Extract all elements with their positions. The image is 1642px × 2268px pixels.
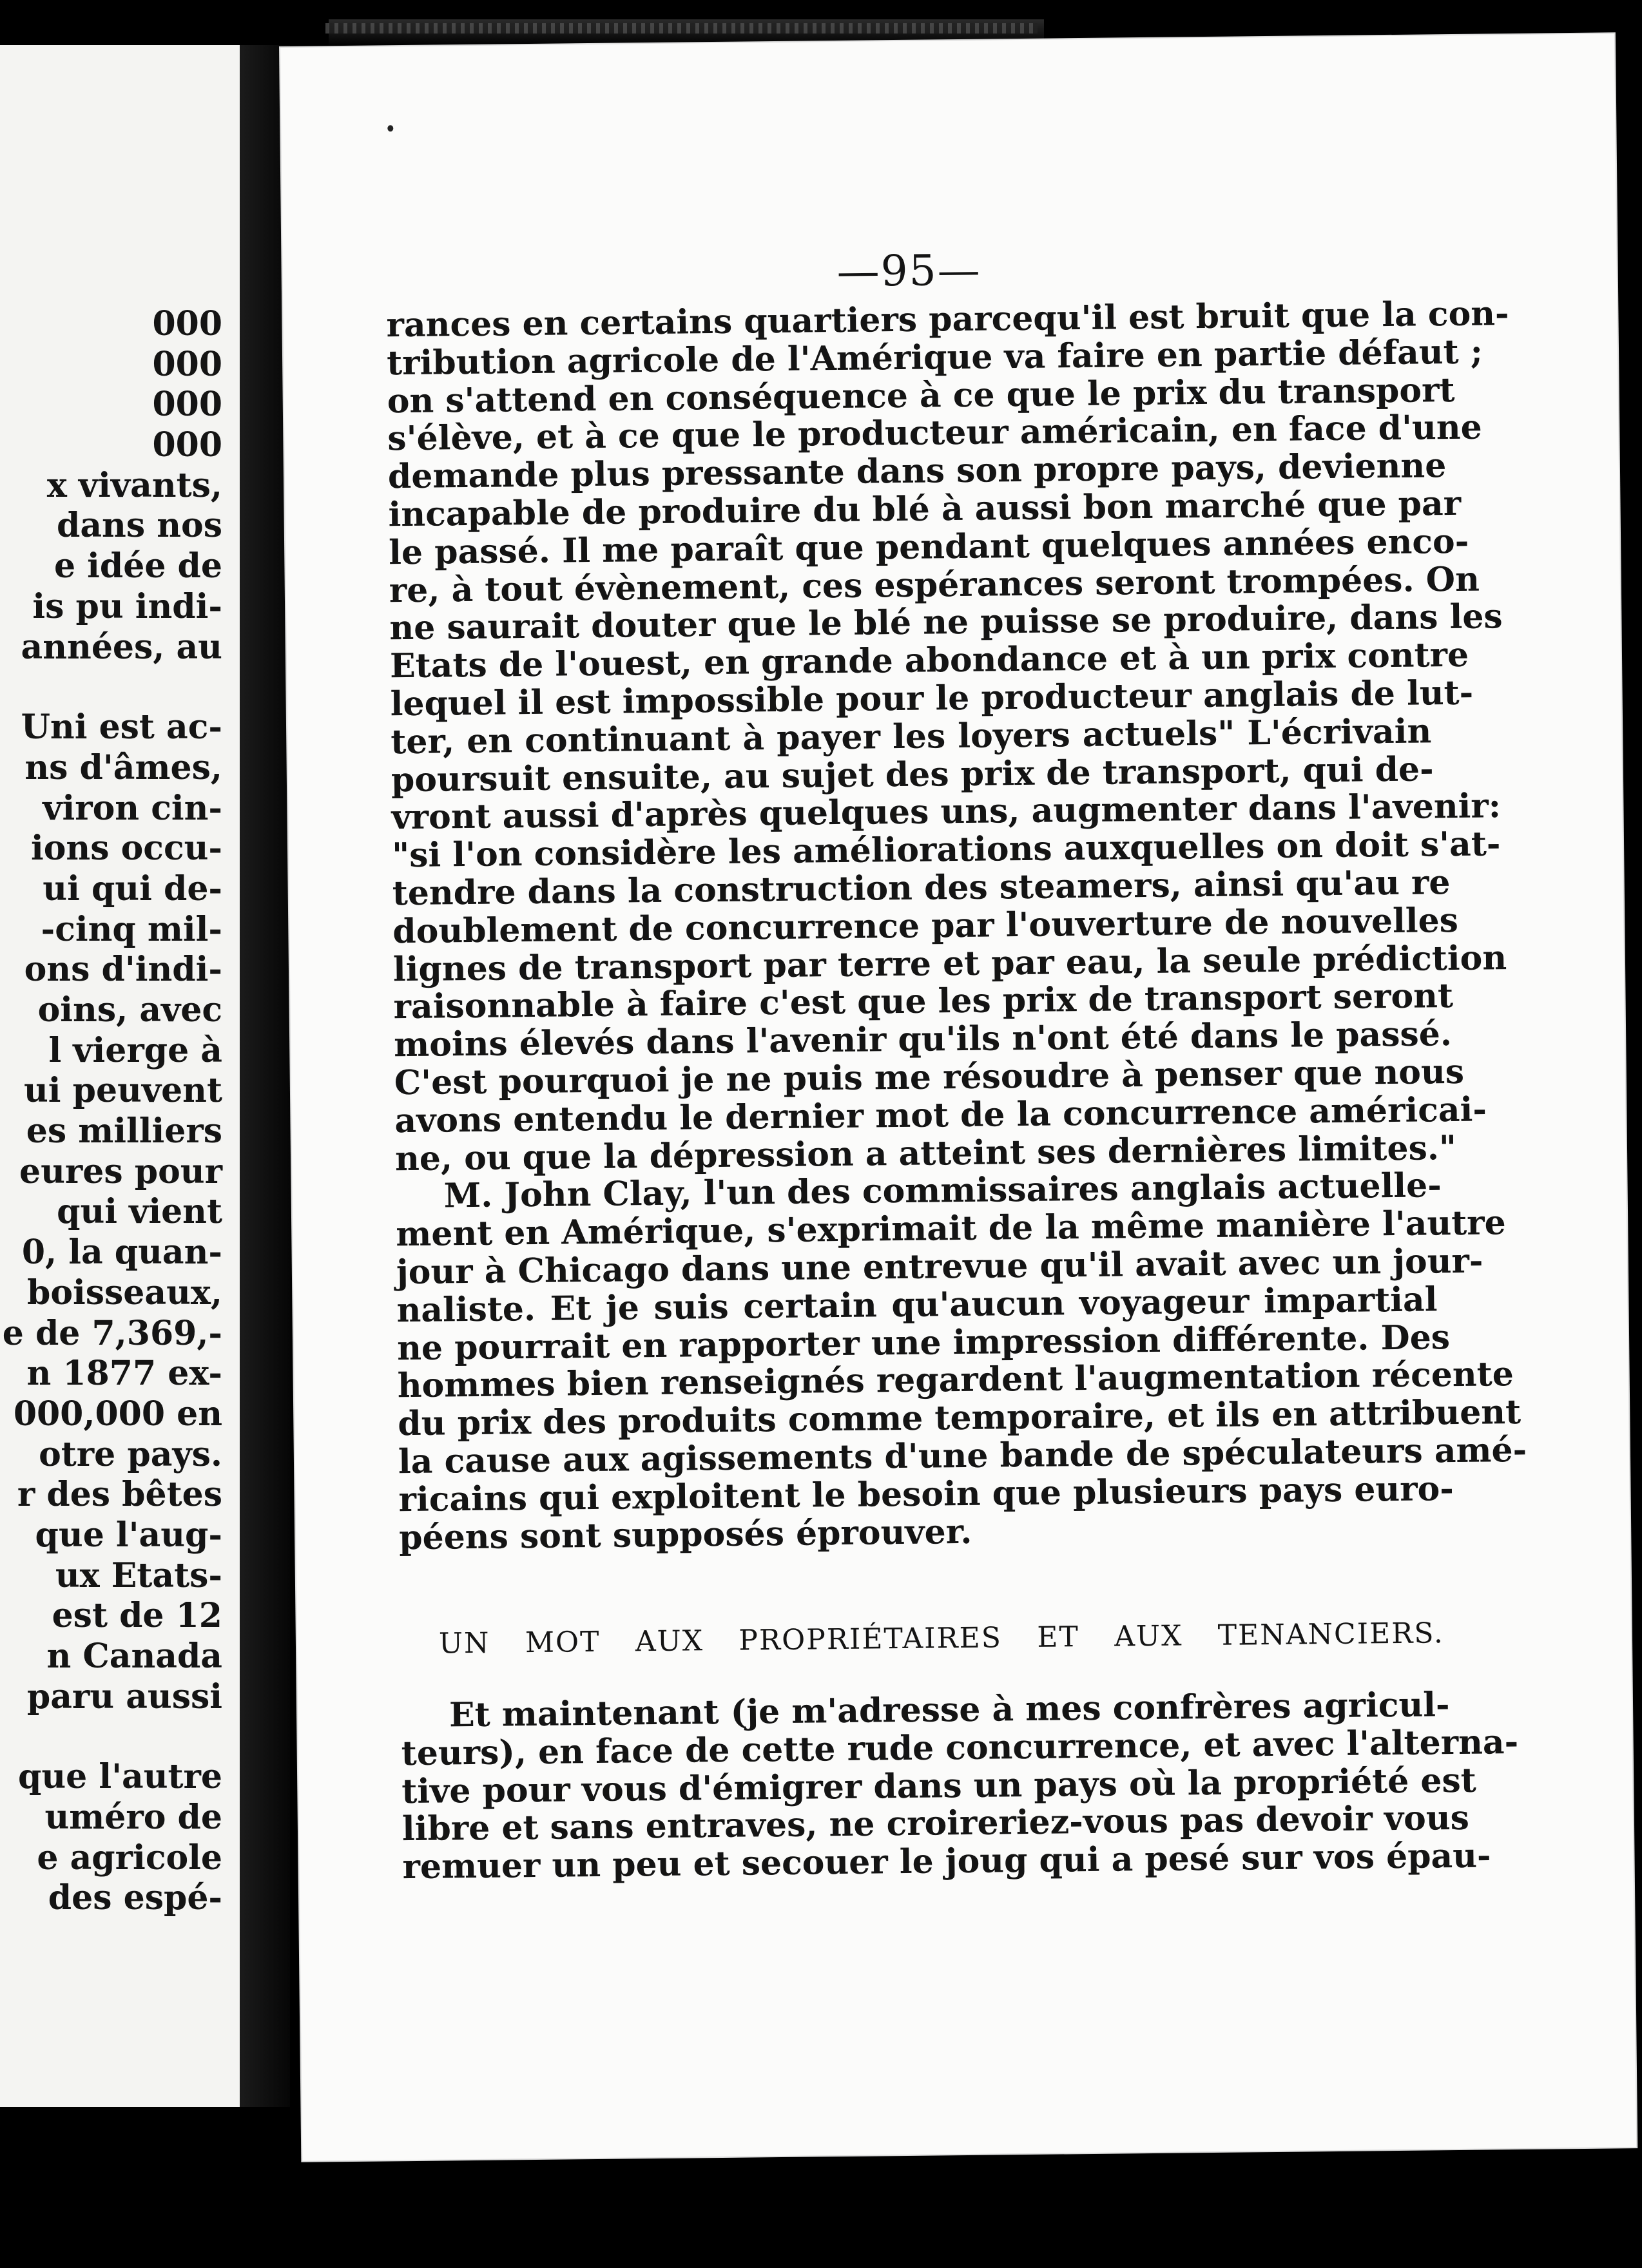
left-page-line: e idée de — [53, 546, 222, 586]
left-page-line: ions occu- — [30, 829, 222, 869]
left-page-line: r des bêtes — [17, 1475, 222, 1515]
text-line: moins élevés dans l'avenir qu'ils n'ont été dans le passé. — [393, 1014, 1453, 1065]
left-page-line: qui vient — [57, 1192, 222, 1232]
text-line: demande plus pressante dans son propre pays, devienne — [387, 446, 1447, 497]
text-line: teurs), en face de cette rude concurrence, et avec l'alterna- — [401, 1722, 1519, 1773]
scan-binding-strip — [325, 23, 1038, 34]
text-line: ter, en continuant à payer les loyers actuels" L'écrivain — [390, 711, 1432, 762]
text-line: re, à tout évènement, ces espérances seront trompées. On — [389, 559, 1480, 610]
left-page-line: 000 — [152, 425, 222, 465]
left-page-line: ons d'indi- — [24, 950, 222, 990]
section-heading: UN MOT AUX PROPRIÉTAIRES ET AUX TENANCIERS. — [438, 1617, 1445, 1660]
text-line: ne pourrait en rapporter une impression différente. Des — [396, 1317, 1451, 1368]
text-line: libre et sans entraves, ne croireriez-vous pas devoir vous — [401, 1798, 1470, 1849]
left-page-line: ns d'âmes, — [24, 747, 222, 787]
text-line: ne, ou que la dépression a atteint ses dernières limites." — [394, 1128, 1457, 1178]
left-page-line: 000 — [152, 385, 222, 425]
left-page-line — [0, 668, 222, 707]
text-line: "si l'on considère les améliorations auxquelles on doit s'at- — [391, 824, 1501, 876]
left-page-line: e agricole — [37, 1838, 222, 1878]
left-page-line: 000 — [152, 344, 222, 384]
main-page — [280, 34, 1636, 2160]
text-line: du prix des produits comme temporaire, et ils en attribuent — [398, 1392, 1521, 1444]
left-page-line: es milliers — [26, 1111, 222, 1151]
left-page-line: oins, avec — [37, 990, 222, 1030]
text-line: tendre dans la construction des steamers, ainsi qu'au re — [392, 863, 1451, 914]
body-paragraphs — [386, 294, 1527, 1557]
left-page-line — [0, 1717, 222, 1757]
text-line: péens sont supposés éprouver. — [398, 1512, 972, 1557]
text-line: raisonnable à faire c'est que les prix de transport seront — [393, 976, 1454, 1027]
text-line: avons entendu le dernier mot de la concurrence américai- — [394, 1090, 1487, 1140]
page-number: —95— — [836, 245, 982, 296]
text-line: la cause aux agissements d'une bande de spéculateurs amé- — [398, 1430, 1527, 1482]
text-line: rances en certains quartiers parcequ'il est bruit que la con- — [386, 294, 1509, 345]
left-page-line: est de 12 — [52, 1596, 222, 1636]
text-line: M. John Clay, l'un des commissaires anglais actuelle- — [443, 1166, 1442, 1216]
left-facing-page — [0, 45, 240, 2107]
section-paragraph — [401, 1685, 1519, 1887]
text-line: doublement de concurrence par l'ouverture de nouvelles — [392, 900, 1459, 951]
text-line: Et maintenant (je m'adresse à mes confrères agricul- — [449, 1685, 1450, 1735]
left-page-line: -cinq mil- — [41, 909, 222, 949]
left-page-line: l vierge à — [48, 1030, 222, 1070]
left-page-line: is pu indi- — [32, 586, 222, 626]
left-page-line: boisseaux, — [26, 1273, 222, 1312]
text-line: s'élève, et à ce que le producteur américain, en face d'une — [387, 407, 1482, 459]
text-line: naliste. Et je suis certain qu'aucun voyageur impartial — [396, 1280, 1438, 1330]
left-page-line: ux Etats- — [55, 1555, 222, 1595]
text-line: jour à Chicago dans une entrevue qu'il avait avec un jour- — [396, 1241, 1483, 1293]
left-page-line: ui qui de- — [43, 869, 222, 908]
left-page-line: e de 7,369,- — [2, 1313, 222, 1353]
left-page-line: x vivants, — [46, 465, 222, 505]
left-page-line: dans nos — [56, 506, 222, 546]
left-page-line: des espé- — [48, 1878, 222, 1918]
text-line: tive pour vous d'émigrer dans un pays où la propriété est — [401, 1760, 1477, 1811]
left-page-line: années, au — [21, 627, 222, 667]
text-line: incapable de produire du blé à aussi bon marché que par — [388, 483, 1462, 535]
left-page-line: que l'aug- — [35, 1515, 222, 1555]
left-page-text — [0, 304, 222, 1919]
left-page-line: que l'autre — [17, 1757, 222, 1797]
text-line: Etats de l'ouest, en grande abondance et à un prix contre — [389, 635, 1469, 686]
text-line: vront aussi d'après quelques uns, augmenter dans l'avenir: — [391, 786, 1502, 838]
text-line: ment en Amérique, s'exprimait de la même manière l'autre — [395, 1203, 1507, 1254]
text-line: lequel il est impossible pour le producteur anglais de lut- — [390, 673, 1474, 724]
text-line: tribution agricole de l'Amérique va faire en partie défaut ; — [386, 332, 1483, 383]
text-line: le passé. Il me paraît que pendant quelques années enco- — [388, 521, 1469, 573]
left-page-line: 000,000 en — [13, 1394, 222, 1434]
left-page-line: viron cin- — [43, 788, 222, 828]
ink-speck — [387, 125, 393, 131]
left-page-line: n Canada — [46, 1637, 222, 1676]
left-page-line: n 1877 ex- — [26, 1354, 222, 1394]
left-page-line: uméro de — [44, 1798, 222, 1838]
page-gutter — [240, 45, 290, 2107]
left-page-line: paru aussi — [26, 1677, 222, 1716]
text-line: ne saurait douter que le blé ne puisse se produire, dans les — [389, 597, 1503, 648]
left-page-line: eures pour — [19, 1151, 222, 1191]
text-line: hommes bien renseignés regardent l'augmentation récente — [397, 1354, 1514, 1406]
text-line: lignes de transport par terre et par eau, la seule prédiction — [392, 937, 1507, 989]
text-line: ricains qui exploitent le besoin que plusieurs pays euro- — [398, 1468, 1454, 1519]
left-page-line: otre pays. — [39, 1434, 222, 1474]
left-page-line: 000 — [152, 304, 222, 343]
text-line: on s'attend en conséquence à ce que le prix du transport — [387, 370, 1455, 421]
left-page-line: 0, la quan- — [21, 1233, 222, 1273]
text-line: poursuit ensuite, au sujet des prix de transport, qui de- — [391, 749, 1434, 800]
left-page-line: ui peuvent — [23, 1071, 222, 1111]
left-page-line: Uni est ac- — [21, 707, 222, 747]
text-line: C'est pourquoi je ne puis me résoudre à penser que nous — [394, 1052, 1465, 1103]
text-line: remuer un peu et secouer le joug qui a pesé sur vos épau- — [402, 1836, 1491, 1887]
